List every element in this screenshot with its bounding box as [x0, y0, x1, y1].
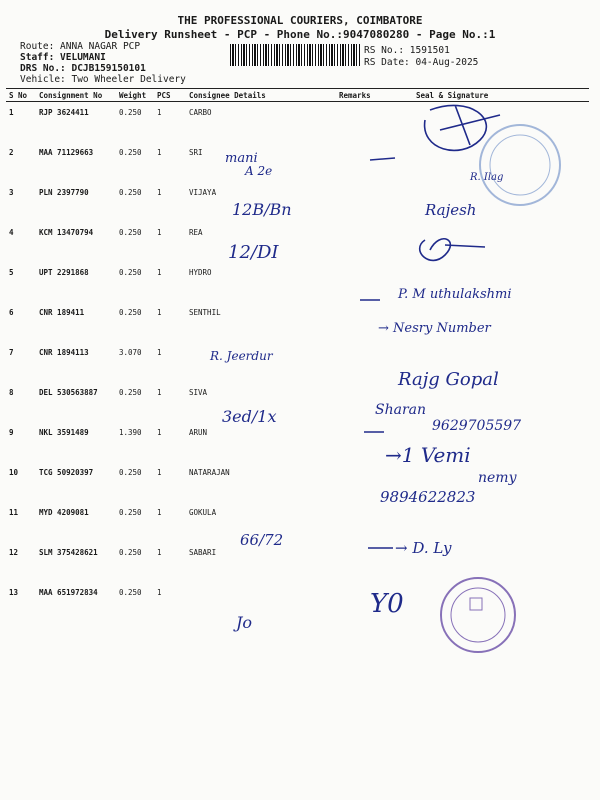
cell-weight: 0.250	[119, 548, 142, 557]
cell-weight: 0.250	[119, 468, 142, 477]
cell-pcs: 1	[157, 228, 162, 237]
cell-consignee: NATARAJAN	[189, 468, 230, 477]
note-row7: R. Jeerdur	[210, 349, 273, 363]
signature-row2: R. Ilag	[470, 172, 504, 183]
cell-cn: KCM 13470794	[39, 228, 94, 237]
cell-consignee: REA	[189, 228, 203, 237]
cell-sno: 12	[9, 548, 19, 557]
header-sno: S No	[6, 89, 36, 102]
cell-weight: 0.250	[119, 508, 142, 517]
cell-weight: 0.250	[119, 588, 142, 597]
signature-row8: Sharan	[375, 402, 427, 418]
cell-pcs: 1	[157, 508, 162, 517]
cell-weight: 0.250	[119, 148, 142, 157]
signature-row4	[420, 239, 485, 261]
cell-sno: 11	[9, 508, 19, 517]
document-subtitle: Delivery Runsheet - PCP - Phone No.:9047080280 - Page No.:1	[104, 28, 496, 41]
cell-sno: 5	[9, 268, 14, 277]
vehicle-label: Vehicle: Two Wheeler Delivery	[20, 74, 186, 85]
cell-consignee: ARUN	[189, 428, 208, 437]
header-consignee: Consignee Details	[186, 89, 336, 102]
cell-weight: 0.250	[119, 228, 142, 237]
cell-consignee: VIJAYA	[189, 188, 217, 197]
cell-pcs: 1	[157, 428, 162, 437]
cell-sno: 1	[9, 108, 14, 117]
company-stamp-top	[480, 125, 560, 205]
cell-consignee: SENTHIL	[189, 308, 221, 317]
header-seal-signature: Seal & Signature	[394, 89, 589, 102]
signature-row11: → D. Ly	[395, 539, 452, 557]
cell-consignee: HYDRO	[189, 268, 212, 277]
cell-cn: RJP 3624411	[39, 108, 89, 117]
note-row8: 3ed/1x	[222, 407, 277, 426]
cell-pcs: 1	[157, 348, 162, 357]
drs-label: DRS No.: DCJB159150101	[20, 63, 146, 74]
signature-row10: nemy	[478, 470, 517, 486]
header-weight: Weight	[116, 89, 154, 102]
cell-weight: 3.070	[119, 348, 142, 357]
rs-number: RS No.: 1591501	[364, 45, 450, 56]
signature-row13: Y0	[370, 589, 404, 619]
cell-weight: 0.250	[119, 108, 142, 117]
cell-pcs: 1	[157, 548, 162, 557]
cell-consignee: SABARI	[189, 548, 217, 557]
cell-pcs: 1	[157, 268, 162, 277]
cell-pcs: 1	[157, 588, 162, 597]
note-row13: Jo	[236, 613, 253, 632]
cell-sno: 6	[9, 308, 14, 317]
cell-sno: 9	[9, 428, 14, 437]
cell-sno: 13	[9, 588, 19, 597]
cell-cn: TCG 50920397	[39, 468, 94, 477]
signature-row1	[425, 105, 500, 150]
cell-pcs: 1	[157, 388, 162, 397]
header-pcs: PCS	[154, 89, 186, 102]
header-remarks: Remarks	[336, 89, 394, 102]
cell-consignee: SRI	[189, 148, 203, 157]
staff-label: Staff: VELUMANI	[20, 52, 106, 63]
signature-row6: → Nesry Number	[378, 321, 491, 336]
note-row2: A 2e	[245, 164, 273, 178]
cell-cn: NKL 3591489	[39, 428, 89, 437]
cell-sno: 3	[9, 188, 14, 197]
cell-pcs: 1	[157, 108, 162, 117]
cell-pcs: 1	[157, 148, 162, 157]
cell-sno: 2	[9, 148, 14, 157]
phone-row8: 9629705597	[432, 418, 522, 434]
note-row2-name: mani	[225, 151, 258, 166]
cell-cn: CNR 1894113	[39, 348, 89, 357]
cell-sno: 8	[9, 388, 14, 397]
note-row11: 66/72	[240, 531, 284, 549]
note-row4: 12/DI	[228, 242, 279, 263]
rs-date: RS Date: 04-Aug-2025	[364, 57, 479, 68]
company-stamp-bottom	[441, 578, 515, 652]
cell-sno: 7	[9, 348, 14, 357]
cell-cn: SLM 375428621	[39, 548, 98, 557]
cell-cn: CNR 189411	[39, 308, 85, 317]
route-label: Route: ANNA NAGAR PCP	[20, 41, 141, 52]
cell-consignee: SIVA	[189, 388, 208, 397]
cell-consignee: GOKULA	[189, 508, 217, 517]
signature-row9: →1 Vemi	[385, 443, 471, 467]
cell-pcs: 1	[157, 188, 162, 197]
cell-weight: 0.250	[119, 268, 142, 277]
document-title: THE PROFESSIONAL COURIERS, COIMBATORE	[177, 14, 423, 27]
cell-weight: 0.250	[119, 308, 142, 317]
cell-sno: 10	[9, 468, 19, 477]
cell-cn: DEL 530563887	[39, 388, 98, 397]
cell-weight: 0.250	[119, 188, 142, 197]
phone-row10: 9894622823	[380, 488, 476, 506]
cell-pcs: 1	[157, 468, 162, 477]
header-consignment: Consignment No	[36, 89, 116, 102]
cell-cn: MAA 71129663	[39, 148, 94, 157]
cell-pcs: 1	[157, 308, 162, 317]
cell-cn: MYD 4209081	[39, 508, 89, 517]
cell-weight: 0.250	[119, 388, 142, 397]
signature-row5: P. M uthulakshmi	[398, 287, 512, 302]
cell-weight: 1.390	[119, 428, 142, 437]
signature-row7: Rajg Gopal	[398, 369, 499, 390]
cell-cn: MAA 651972834	[39, 588, 98, 597]
signature-row3: Rajesh	[425, 201, 477, 219]
note-row3: 12B/Bn	[232, 200, 292, 219]
cell-consignee: CARBO	[189, 108, 212, 117]
cell-sno: 4	[9, 228, 14, 237]
cell-cn: UPT 2291868	[39, 268, 89, 277]
cell-cn: PLN 2397790	[39, 188, 89, 197]
